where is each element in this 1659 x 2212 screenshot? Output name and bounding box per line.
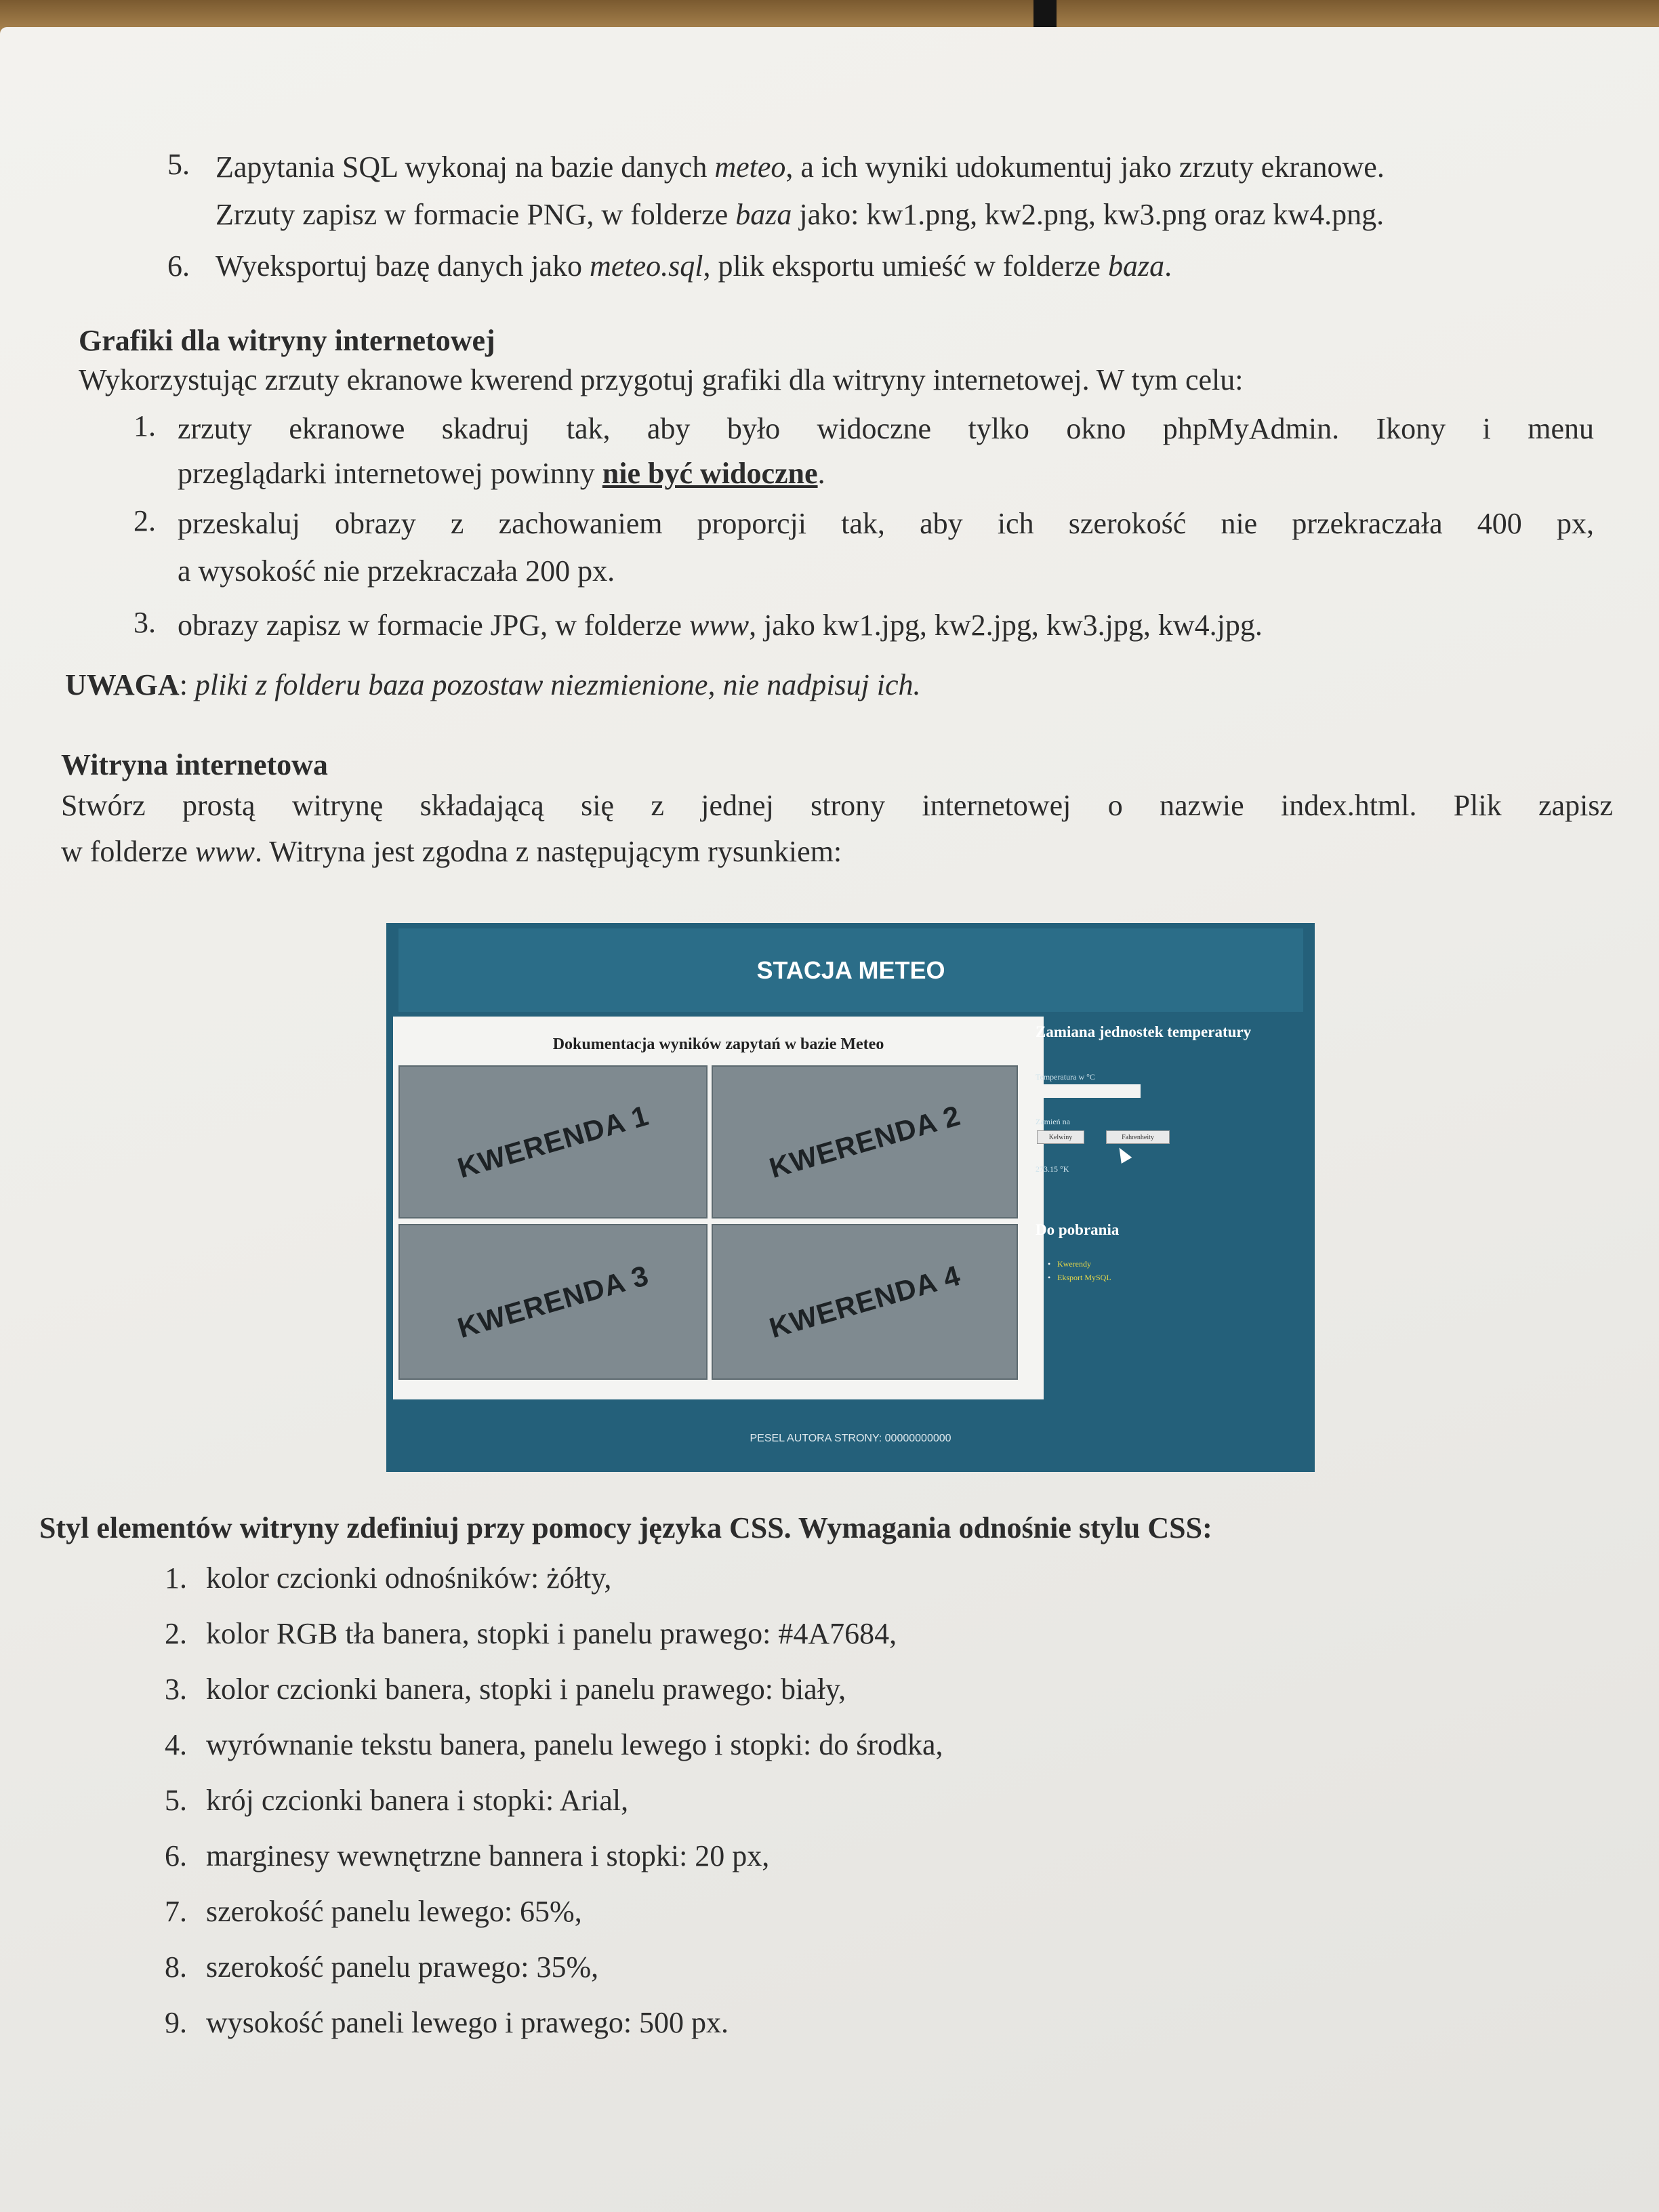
list-number: 2. [165,1617,187,1650]
list-number: 3. [165,1673,187,1706]
mockup-tile-kwerenda-3 [398,1224,708,1380]
text-span: przeglądarki internetowej powinny [178,457,602,490]
list-item-text: przeskaluj obrazy z zachowaniem proporcji tak, aby ich szerokość nie przekraczała 400 px, [178,507,1594,540]
text-span: Zrzuty zapisz w formacie PNG, w folderze [216,198,736,231]
tile-label: KWERENDA 4 [765,1258,964,1345]
text-span: , a ich wyniki udokumentuj jako zrzuty ekranowe. [785,150,1385,184]
css-requirement: kolor czcionki odnośników: żółty, [206,1561,612,1595]
warning-text: pliki z folderu baza pozostaw niezmienione, nie nadpisuj ich. [194,668,921,701]
list-number: 1. [134,409,156,443]
list-number: 8. [165,1950,187,1984]
text-span-underlined: nie być widoczne [602,457,818,490]
text-span: w folderze [61,835,195,868]
text-span: , jako kw1.jpg, kw2.jpg, kw3.jpg, kw4.jpg. [749,609,1263,642]
text-span: . [1164,249,1172,283]
text-span: . [817,457,825,490]
tile-label: KWERENDA 3 [453,1258,653,1345]
list-number: 7. [165,1895,187,1928]
mockup-left-title: Dokumentacja wyników zapytań w bazie Meteo [552,1036,884,1053]
text-span: : [179,668,195,701]
css-requirement: wysokość paneli lewego i prawego: 500 px. [206,2006,729,2039]
mockup-temperature-field [1036,1084,1141,1098]
section-heading-css: Styl elementów witryny zdefiniuj przy pomocy języka CSS. Wymagania odnośnie stylu CSS: [39,1511,1212,1544]
css-requirement: wyrównanie tekstu banera, panelu lewego i stopki: do środka, [206,1728,943,1761]
list-item-text [216,197,1384,233]
text-span: Zapytania SQL wykonaj na bazie danych [216,150,715,184]
section-text: Stwórz prostą witrynę składającą się z jednej strony internetowej o nazwie index.html. Plik zapisz [61,789,1613,822]
list-item-text [216,149,1385,186]
section-heading-grafiki: Grafiki dla witryny internetowej [79,324,495,357]
list-item-text [178,607,1263,644]
text-span-italic: meteo.sql [590,249,703,283]
mockup-banner: STACJA METEO [398,928,1303,1012]
list-item-text: zrzuty ekranowe skadruj tak, aby było widoczne tylko okno phpMyAdmin. Ikony i menu [178,412,1594,445]
mockup-tile-kwerenda-1 [398,1065,708,1218]
mockup-downloads-title: Do pobrania [1036,1221,1120,1238]
mockup-footer: PESEL AUTORA STRONY: 00000000000 [386,1406,1315,1472]
text-span-italic: www [194,835,255,868]
list-item-text: a wysokość nie przekraczała 200 px. [178,554,615,588]
section-intro: Wykorzystując zrzuty ekranowe kwerend przygotuj grafiki dla witryny internetowej. W tym celu: [79,363,1244,396]
mockup-link-kwerendy: • Kwerendy [1057,1259,1091,1269]
mouse-cursor-icon [1114,1145,1132,1164]
mockup-field-label: Temperatura w °C [1036,1072,1095,1082]
text-span: , plik eksportu umieść w folderze [703,249,1108,283]
text-span-italic: baza [735,198,792,231]
tile-label: KWERENDA 2 [765,1099,964,1185]
list-item-text [178,455,825,492]
css-requirement: krój czcionki banera i stopki: Arial, [206,1784,629,1817]
list-number: 2. [134,504,156,537]
css-requirement: szerokość panelu lewego: 65%, [206,1895,582,1928]
text-span: jako: kw1.png, kw2.png, kw3.png oraz kw4.png. [792,198,1385,231]
text-span: obrazy zapisz w formacie JPG, w folderze [178,609,690,642]
mockup-result: 273.15 °K [1036,1164,1069,1174]
section-heading-witryna: Witryna internetowa [61,748,328,781]
css-requirement: szerokość panelu prawego: 35%, [206,1950,599,1984]
list-item-text [216,248,1172,285]
list-number: 5. [165,1784,187,1817]
text-span-italic: www [689,609,750,642]
paper-sheet [0,27,1659,2212]
css-requirement: kolor czcionki banera, stopki i panelu prawego: biały, [206,1673,846,1706]
section-text [61,834,842,870]
mockup-fahrenheit-button: Fahrenheity [1106,1130,1170,1144]
list-number: 4. [165,1728,187,1761]
mockup-tile-kwerenda-4 [712,1224,1018,1380]
text-span-italic: meteo [714,150,786,184]
css-requirement: marginesy wewnętrzne bannera i stopki: 20 px, [206,1839,770,1872]
list-number: 5. [167,148,190,181]
list-number: 6. [165,1839,187,1872]
tile-label: KWERENDA 1 [453,1099,653,1185]
warning-label: UWAGA [65,668,180,701]
text-span: Wyeksportuj bazę danych jako [216,249,590,283]
list-number: 1. [165,1561,187,1595]
text-span-italic: baza [1107,249,1165,283]
mockup-link-eksport: • Eksport MySQL [1057,1273,1111,1283]
website-mockup-figure [386,923,1315,1472]
mockup-tile-kwerenda-2 [712,1065,1018,1218]
text-span: . Witryna jest zgodna z następującym rysunkiem: [254,835,842,868]
mockup-convert-label: Zamień na [1036,1117,1070,1126]
css-requirement: kolor RGB tła banera, stopki i panelu prawego: #4A7684, [206,1617,897,1650]
mockup-left-panel [393,1017,1044,1399]
list-number: 6. [167,249,190,283]
list-number: 9. [165,2006,187,2039]
mockup-kelvin-button: Kelwiny [1037,1130,1084,1144]
mockup-right-title: Zamiana jednostek temperatury [1036,1023,1252,1040]
list-number: 3. [134,606,156,639]
warning-note [65,667,921,703]
